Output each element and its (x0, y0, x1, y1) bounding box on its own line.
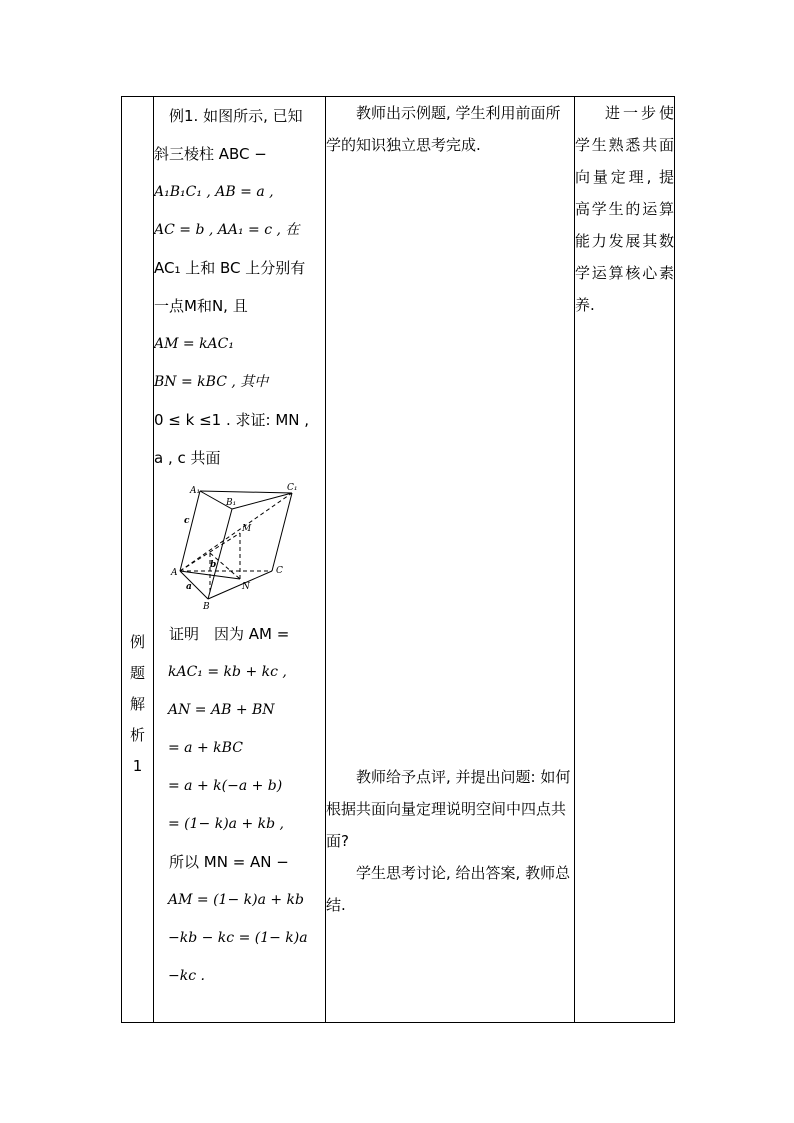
purpose-text: 进一步使学生熟悉共面向量定理, 提高学生的运算能力发展其数学运算核心素养. (575, 104, 674, 314)
label-B: B (203, 602, 210, 611)
proof-line: AM = (1− k)a + kb (168, 892, 304, 908)
proof-line: = (1− k)a + kb , (168, 816, 284, 832)
prism-figure (170, 483, 300, 611)
proof-line: kAC₁ = kb + kc , (168, 664, 287, 680)
label-B1: B₁ (226, 498, 237, 508)
proof-line: AN = AB + BN (168, 702, 275, 718)
design-purpose-cell (575, 97, 675, 1023)
label-c: c (184, 516, 190, 526)
teacher-activity-cell (326, 97, 575, 1023)
label-a: a (186, 582, 192, 592)
proof-line: 证明 因为 AM = (169, 625, 290, 643)
example-line: 一点M和N, 且 (154, 297, 248, 315)
example-line: A₁B₁C₁ , AB = a , (154, 184, 274, 200)
example-line: AM = kAC₁ (154, 336, 234, 352)
row-label-cell (122, 97, 154, 1023)
proof-line: −kc . (168, 968, 205, 984)
example-cell (154, 97, 326, 1023)
label-b: b (210, 560, 217, 570)
example-line: AC₁ 上和 BC 上分别有 (154, 259, 306, 277)
example-line: BN = kBC , 其中 (154, 374, 269, 390)
row-label: 例 题 解 析 1 (129, 633, 145, 775)
label-C1: C₁ (287, 483, 298, 493)
example-line: a , c 共面 (154, 449, 221, 467)
label-C: C (276, 566, 283, 576)
label-A1: A₁ (190, 486, 201, 496)
example-line: 0 ≤ k ≤1 . 求证: MN , (154, 411, 310, 429)
label-A: A (171, 568, 178, 578)
example-line: AC = b , AA₁ = c , 在 (154, 222, 300, 238)
teacher-text-2: 教师给予点评, 并提出问题: 如何根据共面向量定理说明空间中四点共面? (326, 768, 571, 850)
label-M: M (242, 524, 252, 534)
example-line: 斜三棱柱 ABC − (154, 145, 267, 163)
proof-line: = a + k(−a + b) (168, 778, 283, 794)
teacher-text-3: 学生思考讨论, 给出答案, 教师总结. (326, 864, 571, 914)
label-N: N (242, 582, 250, 592)
lesson-table (121, 96, 675, 1023)
proof-line: = a + kBC (168, 740, 243, 756)
teacher-text-1: 教师出示例题, 学生利用前面所学的知识独立思考完成. (326, 104, 561, 154)
proof-line: 所以 MN = AN − (169, 853, 289, 871)
example-line: 例1. 如图所示, 已知 (169, 107, 303, 125)
proof-line: −kb − kc = (1− k)a (168, 930, 308, 946)
